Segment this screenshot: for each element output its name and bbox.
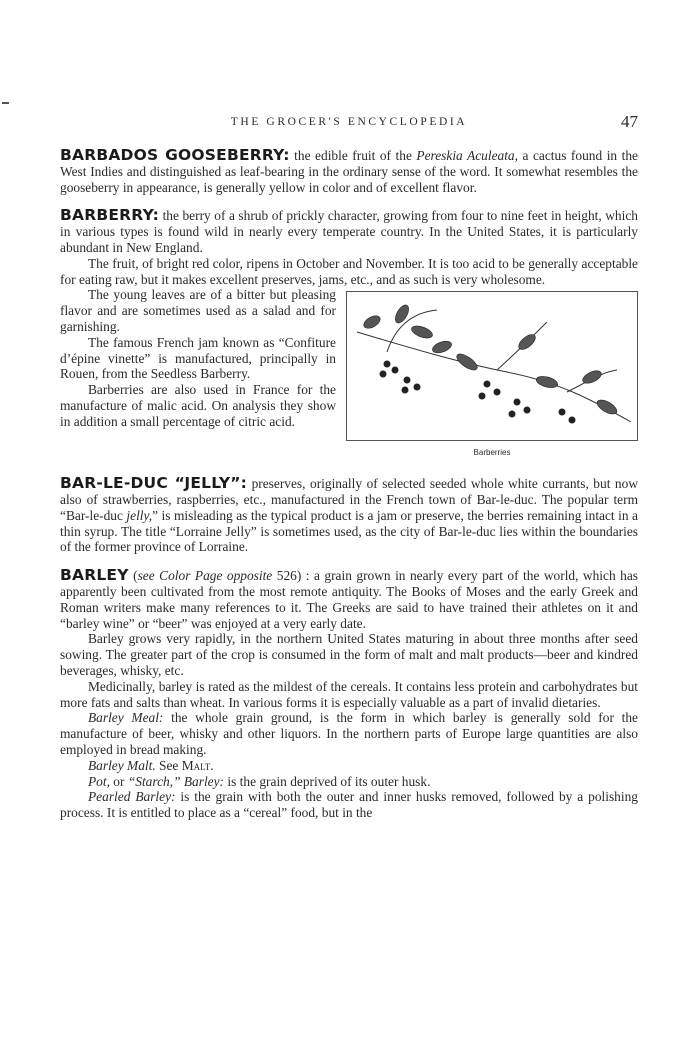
page-header bbox=[60, 112, 638, 134]
entry-text: ( bbox=[128, 568, 138, 584]
barberries-figure bbox=[346, 291, 638, 461]
entry-paragraph bbox=[60, 710, 638, 757]
entry-text: the edible fruit of the bbox=[289, 148, 417, 163]
page-body bbox=[60, 148, 638, 834]
entry-text: ” is misleading as the typical product is a jam or preserve, the berries remaining intact in a thin syrup. The title “Lorraine Jelly” is sometimes used, as the city of Bar-le-duc lies within the boundaries of the former province of Lorraine. bbox=[60, 507, 638, 555]
figure-caption: Barberries bbox=[473, 448, 511, 458]
entry-paragraph bbox=[60, 758, 638, 774]
entry-heading: BAR-LE-DUC “JELLY”: bbox=[60, 474, 248, 493]
emphasis: jelly, bbox=[126, 507, 153, 523]
running-title: THE GROCER'S ENCYCLOPEDIA bbox=[230, 116, 468, 128]
entry-paragraph: The young leaves are of a bitter but pleasing flavor and are sometimes used as a salad and for garnishing. bbox=[60, 287, 336, 334]
entry-paragraph bbox=[60, 789, 638, 821]
subentry-heading: Pot, bbox=[88, 773, 110, 789]
entry-barberry bbox=[60, 208, 638, 463]
entry-text: the berry of a shrub of prickly character, growing from four to nine feet in height, which in various types is found wild in nearly every temperate country. In the United States, it is particularly abundant in New England. bbox=[60, 208, 638, 255]
entry-paragraph: Barberries are also used in France for the manufacture of malic acid. On analysis they show in addition a small percentage of citric acid. bbox=[60, 382, 336, 429]
subentry-heading: Barley Malt. bbox=[88, 757, 156, 773]
cross-reference: Malt. bbox=[181, 757, 214, 773]
entry-text: or bbox=[109, 773, 128, 789]
subentry-heading: Barley Meal: bbox=[88, 710, 164, 726]
subentry-heading: Pearled Barley: bbox=[88, 789, 176, 805]
entry-barbados-gooseberry bbox=[60, 148, 638, 195]
entry-paragraph: Medicinally, barley is rated as the mildest of the cereals. It contains less protein and carbohydrates but more fats and salts than wheat. In various forms it is especially valuable as a part of invalid dietaries. bbox=[60, 678, 638, 710]
entry-paragraph bbox=[60, 774, 638, 790]
entry-paragraph bbox=[60, 148, 638, 195]
entry-text: the whole grain ground, is the form in which barley is generally sold for the manufacture of beer, whisky and other liquors. In the northern parts of Europe large quantities are also employed in bread making. bbox=[60, 710, 638, 757]
entry-text: a cactus found in the West Indies and distinguished as leaf-bearing in the ordinary sense of the word. It somewhat resembles the gooseberry in appearance, is generally yellow in color and of excellent flavor. bbox=[60, 148, 638, 195]
cross-reference: see Color Page opposite bbox=[137, 568, 273, 584]
entry-bar-le-duc-jelly bbox=[60, 476, 638, 555]
entry-text: preserves, originally of selected seeded whole white currants, but now also of strawberries, raspberries, etc., manufactured in the French town of Bar-le-duc. The popular term “Bar-le-duc bbox=[60, 476, 638, 523]
entry-paragraph: Barley grows very rapidly, in the northern United States maturing in about three months after seed sowing. The greater part of the crop is consumed in the form of malt and malt products—beer and kindred beverages, whisky, etc. bbox=[60, 631, 638, 678]
entry-heading: BARLEY bbox=[60, 566, 129, 585]
entry-heading: BARBADOS GOOSEBERRY: bbox=[60, 146, 290, 164]
entry-paragraph bbox=[60, 476, 638, 555]
entry-paragraph: The famous French jam known as “Confiture d’épine vinette” is manufactured, principally in Rouen, from the Seedless Barberry. bbox=[60, 334, 336, 382]
scientific-name: Pereskia Aculeata, bbox=[416, 148, 518, 163]
entry-paragraph: The fruit, of bright red color, ripens in October and November. It is too acid to be generally acceptable for eating raw, but it makes excellent preserves, jams, etc., and as such is very wholesome. bbox=[60, 255, 638, 287]
entry-text: See bbox=[155, 757, 182, 773]
entry-heading: BARBERRY: bbox=[60, 206, 160, 225]
barberries-illustration bbox=[346, 291, 638, 441]
entry-paragraph bbox=[60, 568, 638, 631]
entry-text: is the grain deprived of its outer husk. bbox=[224, 773, 431, 789]
subentry-heading: “Starch,” Barley: bbox=[127, 773, 225, 789]
barberry-branch-icon bbox=[347, 292, 637, 440]
margin-mark bbox=[2, 102, 9, 104]
entry-barley bbox=[60, 568, 638, 821]
page-number: 47 bbox=[621, 112, 638, 131]
entry-paragraph bbox=[60, 208, 638, 255]
entry-text: 526) : a grain grown in nearly every part of the world, which has apparently been cultivated from the most remote antiquity. The Books of Moses and the early Greek and Roman writers make many references to it. The Greeks are said to have trained their athletes on it and “barley wine” or “beer” was enjoyed at a very early date. bbox=[60, 568, 638, 631]
entry-text: is the grain with both the outer and inner husks removed, followed by a polishing process. It is entitled to place as a “cereal” food, but in the bbox=[60, 789, 638, 821]
